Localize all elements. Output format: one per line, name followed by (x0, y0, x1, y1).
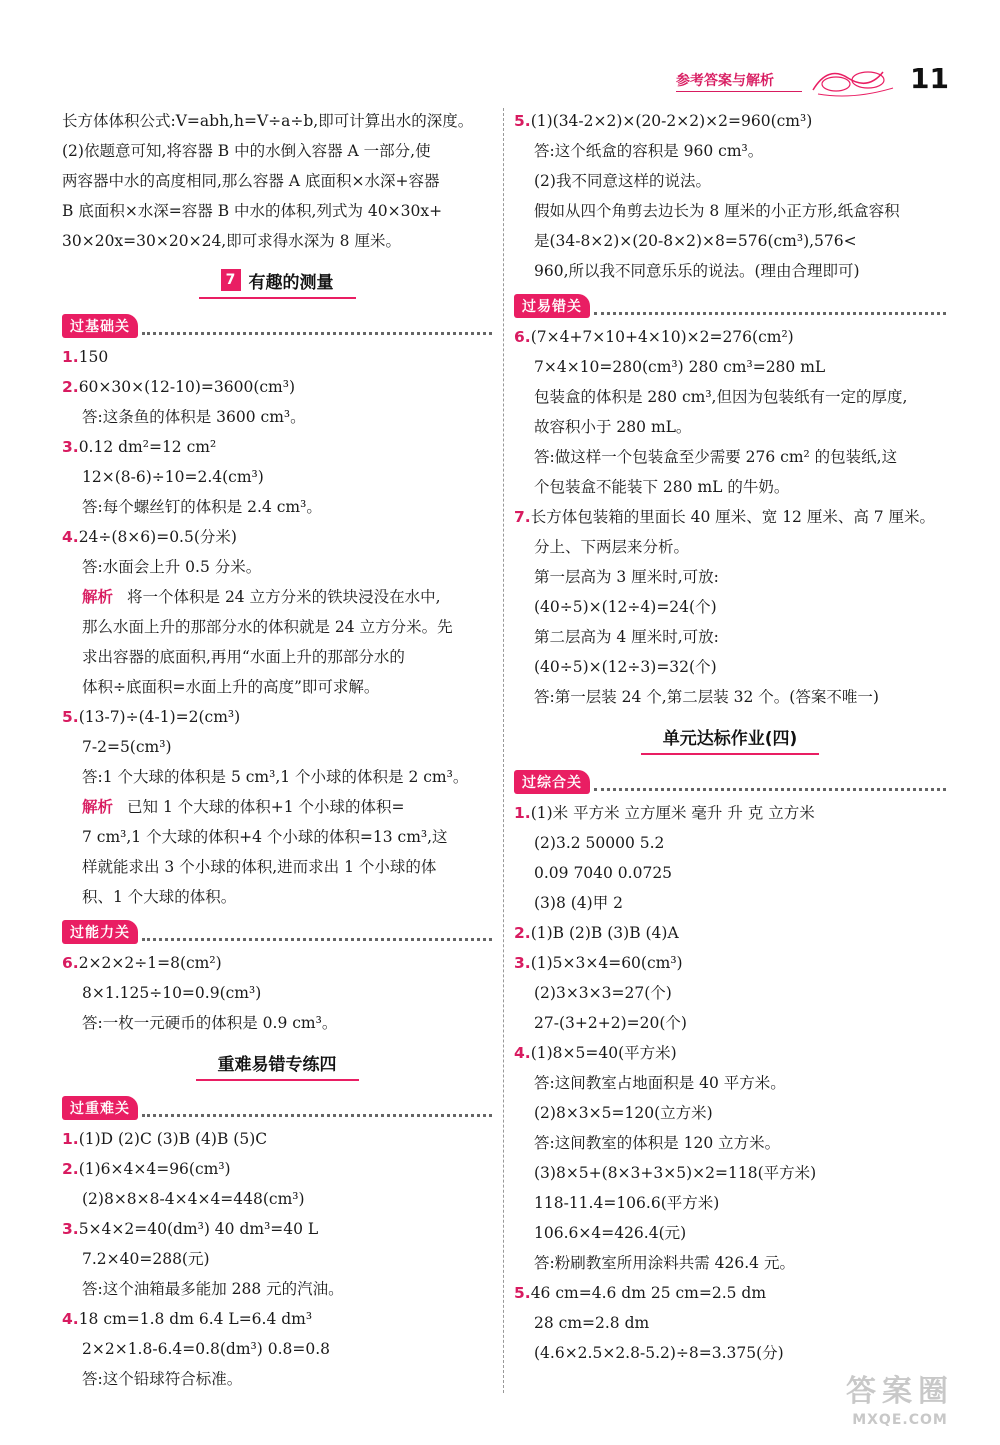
answer-line: 106.6×4=426.4(元) (534, 1224, 687, 1242)
answer-line: (2)8×8×8-4×4×4=448(cm³) (82, 1190, 305, 1208)
answer-item: 1.150 (62, 348, 109, 366)
answer-item: 2.(1)6×4×4=96(cm³) (62, 1160, 231, 1178)
analysis-label: 解析 (82, 798, 114, 816)
analysis-line: 样就能求出 3 个小球的体积,进而求出 1 个小球的体 (82, 858, 437, 876)
answer-line: 7.2×40=288(元) (82, 1250, 210, 1268)
answer-line: 28 cm=2.8 dm (534, 1314, 650, 1332)
answer-item: 1.(1)D (2)C (3)B (4)B (5)C (62, 1130, 268, 1148)
answer-line: 答:水面会上升 0.5 分米。 (82, 558, 262, 576)
drill-title (62, 1042, 492, 1088)
answer-line: 个包装盒不能装下 280 mL 的牛奶。 (534, 478, 790, 496)
answer-line: 第二层高为 4 厘米时,可放: (534, 628, 719, 646)
answer-line: 960,所以我不同意乐乐的说法。(理由合理即可) (534, 262, 860, 280)
answer-line: (3)8×5+(8×3+3×5)×2=118(平方米) (534, 1164, 817, 1182)
answer-line: 答:1 个大球的体积是 5 cm³,1 个小球的体积是 2 cm³。 (82, 768, 469, 786)
analysis-line: 积、1 个大球的体积。 (82, 888, 237, 906)
left-column (62, 106, 492, 1394)
section-tag: 过重难关 (62, 1096, 138, 1120)
dotted-rule (594, 774, 946, 791)
intro-line: 长方体体积公式:V=abh,h=V÷a÷b,即可计算出水的深度。 (62, 112, 474, 130)
answer-line: 0.09 7040 0.0725 (534, 864, 673, 882)
watermark-logo: 答案圈 MXQE.COM (846, 1374, 954, 1428)
swirl-decoration-icon (808, 60, 898, 100)
answer-line: 假如从四个角剪去边长为 8 厘米的小正方形,纸盒容积 (534, 202, 900, 220)
answer-line: 答:一枚一元硬币的体积是 0.9 cm³。 (82, 1014, 338, 1032)
answer-item: 6.(7×4+7×10+4×10)×2=276(cm²) (514, 328, 794, 346)
answer-line: 7×4×10=280(cm³) 280 cm³=280 mL (534, 358, 826, 376)
answer-line: 8×1.125÷10=0.9(cm³) (82, 984, 262, 1002)
dotted-rule (142, 1100, 492, 1117)
header-underline (676, 91, 802, 92)
answer-line: 答:粉刷教室所用涂料共需 426.4 元。 (534, 1254, 795, 1272)
answer-line: (40÷5)×(12÷4)=24(个) (534, 598, 717, 616)
section-ability (62, 918, 492, 946)
unit-assessment-title (514, 716, 946, 762)
answer-item: 4.24÷(8×6)=0.5(分米) (62, 528, 237, 546)
answer-line: 答:第一层装 24 个,第二层装 32 个。(答案不唯一) (534, 688, 879, 706)
answer-line: 答:这间教室的体积是 120 立方米。 (534, 1134, 781, 1152)
answer-line: (2)3.2 50000 5.2 (534, 834, 665, 852)
dotted-rule (142, 318, 492, 335)
analysis-line: 体积÷底面积=水面上升的高度”即可求解。 (82, 678, 380, 696)
analysis-line: 7 cm³,1 个大球的体积+4 个小球的体积=13 cm³,这 (82, 828, 448, 846)
answer-line: 答:这条鱼的体积是 3600 cm³。 (82, 408, 306, 426)
intro-line: 两容器中水的高度相同,那么容器 A 底面积×水深+容器 (62, 172, 440, 190)
answer-item: 4.18 cm=1.8 dm 6.4 L=6.4 dm³ (62, 1310, 313, 1328)
answer-line: (3)8 (4)甲 2 (534, 894, 623, 912)
dotted-rule (594, 298, 946, 315)
answer-line: 包装盒的体积是 280 cm³,但因为包装纸有一定的厚度, (534, 388, 908, 406)
analysis-line: 那么水面上升的那部分水的体积就是 24 立方分米。先 (82, 618, 453, 636)
unit-number-badge: 7 (221, 269, 241, 291)
answer-line: 7-2=5(cm³) (82, 738, 172, 756)
header-label: 参考答案与解析 (676, 73, 774, 89)
section-hard (62, 1094, 492, 1122)
unit-7-title (62, 260, 492, 306)
answer-line: 答:每个螺丝钉的体积是 2.4 cm³。 (82, 498, 322, 516)
answer-line: 12×(8-6)÷10=2.4(cm³) (82, 468, 264, 486)
intro-line: (2)依题意可知,将容器 B 中的水倒入容器 A 一部分,使 (62, 142, 431, 160)
analysis-line: 求出容器的底面积,再用“水面上升的那部分水的 (82, 648, 405, 666)
answer-line: 答:这个纸盒的容积是 960 cm³。 (534, 142, 764, 160)
unit-title-text: 有趣的测量 (248, 272, 334, 293)
answer-item: 6.2×2×2÷1=8(cm²) (62, 954, 222, 972)
answer-line: 27-(3+2+2)=20(个) (534, 1014, 687, 1032)
unit-assessment-text: 单元达标作业(四) (662, 728, 798, 749)
answer-line: (2)3×3×3=27(个) (534, 984, 672, 1002)
section-tag: 过易错关 (514, 294, 590, 318)
answer-line: 2×2×1.8-6.4=0.8(dm³) 0.8=0.8 (82, 1340, 331, 1358)
answer-item: 7.长方体包装箱的里面长 40 厘米、宽 12 厘米、高 7 厘米。 (514, 508, 936, 526)
answer-line: 故容积小于 280 mL。 (534, 418, 692, 436)
analysis-line: 解析 已知 1 个大球的体积+1 个小球的体积= (82, 798, 405, 816)
answer-line: (2)8×3×5=120(立方米) (534, 1104, 713, 1122)
answer-item: 1.(1)米 平方米 立方厘米 毫升 升 克 立方米 (514, 804, 815, 822)
section-comprehensive (514, 768, 946, 796)
section-tag: 过能力关 (62, 920, 138, 944)
analysis-label: 解析 (82, 588, 114, 606)
answer-item: 5.(13-7)÷(4-1)=2(cm³) (62, 708, 241, 726)
section-tag: 过综合关 (514, 770, 590, 794)
answer-line: (40÷5)×(12÷3)=32(个) (534, 658, 717, 676)
answer-item: 3.5×4×2=40(dm³) 40 dm³=40 L (62, 1220, 319, 1238)
answer-item: 2.60×30×(12-10)=3600(cm³) (62, 378, 296, 396)
analysis-line: 解析 将一个体积是 24 立方分米的铁块浸没在水中, (82, 588, 441, 606)
answer-line: 答:这个铅球符合标准。 (82, 1370, 243, 1388)
answer-item: 3.(1)5×3×4=60(cm³) (514, 954, 683, 972)
page-number: 11 (910, 62, 949, 95)
answer-item: 5.46 cm=4.6 dm 25 cm=2.5 dm (514, 1284, 767, 1302)
answer-item: 5.(1)(34-2×2)×(20-2×2)×2=960(cm³) (514, 112, 813, 130)
section-tag: 过基础关 (62, 314, 138, 338)
dotted-rule (142, 924, 492, 941)
answer-item: 4.(1)8×5=40(平方米) (514, 1044, 677, 1062)
answer-line: 答:这个油箱最多能加 288 元的汽油。 (82, 1280, 344, 1298)
intro-line: B 底面积×水深=容器 B 中水的体积,列式为 40×30x+ (62, 202, 443, 220)
answer-item: 2.(1)B (2)B (3)B (4)A (514, 924, 679, 942)
answer-line: 第一层高为 3 厘米时,可放: (534, 568, 719, 586)
answer-line: (4.6×2.5×2.8-5.2)÷8=3.375(分) (534, 1344, 784, 1362)
right-column (514, 106, 946, 1368)
answer-line: 118-11.4=106.6(平方米) (534, 1194, 720, 1212)
answer-line: 分上、下两层来分析。 (534, 538, 690, 556)
intro-line: 30×20x=30×20×24,即可求得水深为 8 厘米。 (62, 232, 401, 250)
drill-title-text: 重难易错专练四 (217, 1054, 337, 1075)
answer-line: 答:做这样一个包装盒至少需要 276 cm² 的包装纸,这 (534, 448, 898, 466)
column-divider (503, 108, 504, 1393)
section-basic (62, 312, 492, 340)
answer-item: 3.0.12 dm²=12 cm² (62, 438, 217, 456)
answer-line: 是(34-8×2)×(20-8×2)×8=576(cm³),576< (534, 232, 857, 250)
answer-line: (2)我不同意这样的说法。 (534, 172, 711, 190)
answer-line: 答:这间教室占地面积是 40 平方米。 (534, 1074, 786, 1092)
section-easy-mistakes (514, 292, 946, 320)
